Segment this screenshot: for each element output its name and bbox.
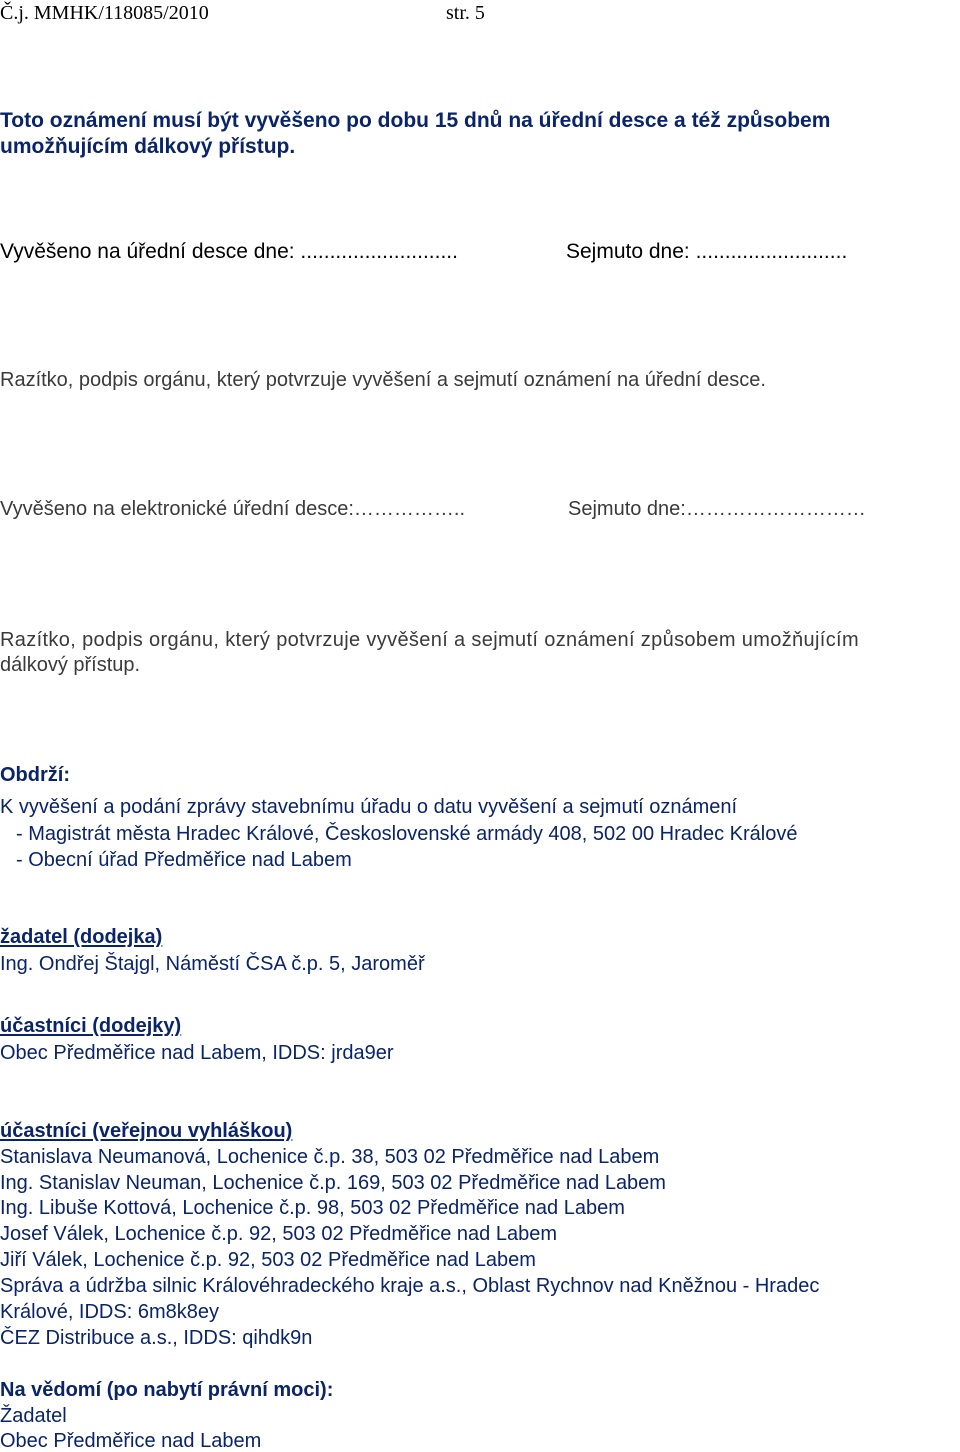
posted-electronic-label: Vyvěšeno na elektronické úřední desce:…………….. (0, 498, 466, 520)
notice-line-1: Toto oznámení musí být vyvěšeno po dobu 15 dnů na úřední desce a též způsobem (0, 109, 831, 132)
participant-delivery-item: Obec Předměřice nad Labem, IDDS: jrda9er (0, 1042, 394, 1064)
participants-delivery-heading: účastníci (dodejky) (0, 1015, 182, 1037)
recipients-heading: Obdrží: (0, 764, 70, 786)
electronic-stamp-note-line-2: dálkový přístup. (0, 654, 141, 676)
removed-board-label: Sejmuto dne: .......................... (566, 240, 848, 263)
recipients-intro: K vyvěšení a podání zprávy stavebnímu úřadu o datu vyvěšení a sejmutí oznámení (0, 796, 738, 818)
participant-public-item: Králové, IDDS: 6m8k8ey (0, 1301, 219, 1323)
participant-public-item: Jiří Válek, Lochenice č.p. 92, 503 02 Předměřice nad Labem (0, 1249, 536, 1271)
notice-line-2: umožňujícím dálkový přístup. (0, 135, 296, 158)
for-info-item: Žadatel (0, 1405, 67, 1427)
participants-public-heading: účastníci (veřejnou vyhláškou) (0, 1120, 293, 1142)
reference-number: Č.j. MMHK/118085/2010 (0, 2, 209, 24)
for-info-heading: Na vědomí (po nabytí právní moci): (0, 1379, 334, 1401)
recipient-item: - Obecní úřad Předměřice nad Labem (16, 849, 352, 871)
electronic-stamp-note-line-1: Razítko, podpis orgánu, který potvrzuje vyvěšení a sejmutí oznámení způsobem umožňujícím (0, 629, 859, 651)
participant-public-item: ČEZ Distribuce a.s., IDDS: qihdk9n (0, 1327, 313, 1349)
posted-board-label: Vyvěšeno na úřední desce dne: ........................... (0, 240, 458, 263)
board-stamp-note: Razítko, podpis orgánu, který potvrzuje vyvěšení a sejmutí oznámení na úřední desce. (0, 369, 766, 391)
for-info-item: Obec Předměřice nad Labem (0, 1430, 262, 1452)
removed-electronic-label: Sejmuto dne:……………………… (568, 498, 866, 520)
page-header (0, 2, 485, 24)
participant-public-item: Ing. Libuše Kottová, Lochenice č.p. 98, 503 02 Předměřice nad Labem (0, 1197, 625, 1219)
recipient-item: - Magistrát města Hradec Králové, Československé armády 408, 502 00 Hradec Králové (16, 823, 798, 845)
participant-public-item: Správa a údržba silnic Královéhradeckého kraje a.s., Oblast Rychnov nad Kněžnou - Hradec (0, 1275, 820, 1297)
participant-public-item: Ing. Stanislav Neuman, Lochenice č.p. 169, 503 02 Předměřice nad Labem (0, 1172, 666, 1194)
participant-public-item: Josef Válek, Lochenice č.p. 92, 503 02 Předměřice nad Labem (0, 1223, 558, 1245)
page-number: str. 5 (446, 2, 485, 24)
applicant-heading: žadatel (dodejka) (0, 926, 163, 948)
applicant-name: Ing. Ondřej Štajgl, Náměstí ČSA č.p. 5, Jaroměř (0, 953, 425, 975)
participant-public-item: Stanislava Neumanová, Lochenice č.p. 38, 503 02 Předměřice nad Labem (0, 1146, 660, 1168)
